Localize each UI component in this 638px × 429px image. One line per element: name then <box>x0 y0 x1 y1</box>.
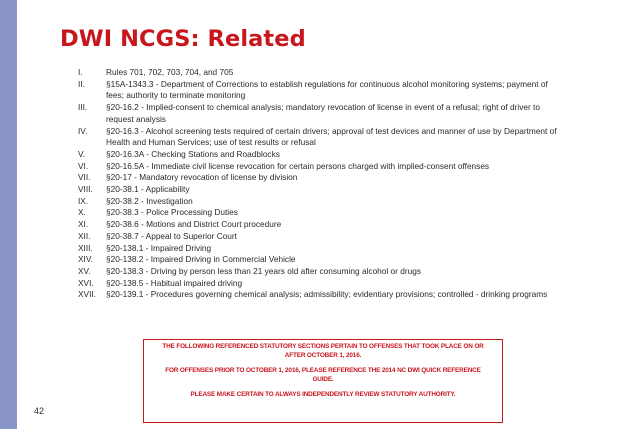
notice-line-prior-offenses: FOR OFFENSES PRIOR TO OCTOBER 1, 2016, PLEASE REFERENCE THE 2014 NC DWI QUICK REFERENCE GUIDE. <box>165 367 481 383</box>
statute-item <box>78 149 558 161</box>
statute-numeral: II. <box>78 78 85 89</box>
statute-text: §20-139.1 - Procedures governing chemical analysis; admissibility; evidentiary provisions; controlled - drinking programs <box>106 289 548 300</box>
notice-box <box>143 339 503 423</box>
statute-item <box>78 161 558 173</box>
statute-numeral: XV. <box>78 265 91 276</box>
statute-text: §20-138.5 - Habitual impaired driving <box>106 277 243 288</box>
statute-text: §20-138.2 - Impaired Driving in Commercial Vehicle <box>106 254 296 265</box>
statute-text: §15A-1343.3 - Department of Corrections to establish regulations for continuous alcohol monitoring systems; payment of fees; authority to terminate monitoring <box>106 78 548 101</box>
page-number: 42 <box>34 406 45 416</box>
statute-item <box>78 79 558 102</box>
statute-numeral: IX. <box>78 195 89 206</box>
statute-text: §20-38.6 - Motions and District Court procedure <box>106 219 282 230</box>
statute-list <box>78 67 558 301</box>
statute-item <box>78 266 558 278</box>
side-accent-bar <box>0 0 17 429</box>
statute-item <box>78 243 558 255</box>
statute-numeral: XIII. <box>78 242 93 253</box>
statute-text: §20-38.2 - Investigation <box>106 195 193 206</box>
statute-text: §20-17 - Mandatory revocation of license by division <box>106 172 298 183</box>
statute-text: §20-16.3 - Alcohol screening tests required of certain drivers; approval of test devices and manner of use by Department of Health and Human Services; use of test results or refusal <box>106 125 557 148</box>
statute-numeral: I. <box>78 67 83 77</box>
statute-numeral: XVII. <box>78 289 96 300</box>
statute-item <box>78 207 558 219</box>
notice-line-effective-date: THE FOLLOWING REFERENCED STATUTORY SECTIONS PERTAIN TO OFFENSES THAT TOOK PLACE ON OR AFTER OCTOBER 1, 2016. <box>162 343 484 359</box>
notice-line-review-authority: PLEASE MAKE CERTAIN TO ALWAYS INDEPENDENTLY REVIEW STATUTORY AUTHORITY. <box>190 391 456 398</box>
statute-text: §20-38.1 - Applicability <box>106 184 190 195</box>
statute-text: §20-16.2 - Implied-consent to chemical analysis; mandatory revocation of license in event of a refusal; right of driver to request analysis <box>106 102 540 124</box>
statute-text: §20-138.3 - Driving by person less than 21 years old after consuming alcohol or drugs <box>106 265 421 276</box>
statute-numeral: V. <box>78 148 86 159</box>
statute-numeral: III. <box>78 102 88 113</box>
statute-item <box>78 254 558 266</box>
statute-text: Rules 701, 702, 703, 704, and 705 <box>106 67 234 77</box>
statute-numeral: XVI. <box>78 277 94 288</box>
statute-item <box>78 231 558 243</box>
statute-numeral: VI. <box>78 160 89 171</box>
statute-item <box>78 278 558 290</box>
statute-text: §20-38.3 - Police Processing Duties <box>106 207 238 218</box>
statute-numeral: VIII. <box>78 184 93 195</box>
statute-item <box>78 219 558 231</box>
statute-item <box>78 102 558 125</box>
statute-numeral: XII. <box>78 230 91 241</box>
statute-item <box>78 184 558 196</box>
statute-numeral: XI. <box>78 219 89 230</box>
statute-text: §20-138.1 - Impaired Driving <box>106 242 212 253</box>
statute-item <box>78 126 558 149</box>
statute-item <box>78 172 558 184</box>
statute-numeral: XIV. <box>78 254 93 265</box>
statute-item <box>78 67 558 79</box>
statute-item <box>78 196 558 208</box>
statute-numeral: VII. <box>78 172 91 183</box>
statute-item <box>78 289 558 301</box>
statute-numeral: IV. <box>78 125 88 136</box>
statute-numeral: X. <box>78 207 86 218</box>
page-title: DWI NCGS: Related <box>60 26 306 52</box>
statute-text: §20-16.5A - Immediate civil license revocation for certain persons charged with implied-consent offenses <box>106 160 490 171</box>
statute-text: §20-38.7 - Appeal to Superior Court <box>106 230 237 241</box>
statute-text: §20-16.3A - Checking Stations and Roadblocks <box>106 148 280 159</box>
